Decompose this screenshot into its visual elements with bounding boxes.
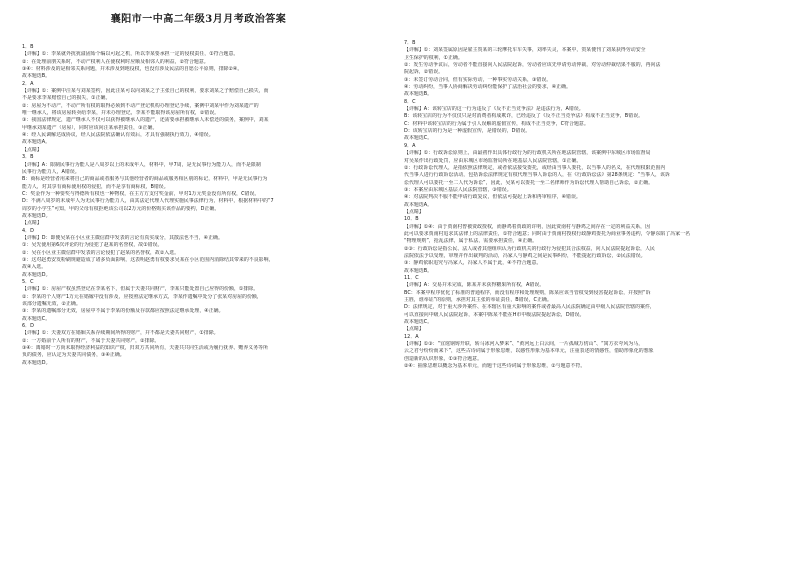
right-line: 【详解】A：交易并未完成，陈某并未获得糖果所有权，A错误。 — [404, 282, 545, 289]
left-line: 【详解】A：限制民事行为能人是八周岁以上的未成年人，材料中，甲7周，是无民事行为能力人，而不是限制 — [22, 161, 261, 168]
left-line: ③④：离婚时一方尚未取得经济利益的知识产权，归双方共同所有，夫妻共共同生活或为履行抚养、赡养义务等所 — [22, 345, 269, 352]
right-line: 【详解】①④：由于贾南村曾被贾政授权，而静鸡着贾政的许明，因此贾南村与静鸡之间存在一定的利益关系，因 — [404, 223, 651, 230]
right-line: BC：本案中程序优化了标准的普通程序，而没有程序和处理规则，陈某应该当管权受到侵害提起诉讼，并按照“诉 — [404, 289, 651, 296]
right-line: “物理规则”，抢乱法律，属于私法，需要承担责任，④正确。 — [404, 238, 538, 245]
right-column — [404, 40, 760, 560]
right-line: 云之君兮纷纷而来下”，这些古诗词属于形象思维，以感性形象为基本单元，注重表述的情感性，借助形象化的想象 — [404, 348, 654, 355]
right-line: 故本题选C。 — [404, 135, 433, 142]
right-line: ②④：抽象思维以概念为基本单元，而题干这些诗词属于形象思维，②与题意不符。 — [404, 363, 586, 370]
right-line: 故本题选C。 — [404, 319, 433, 326]
right-line: C：材料中该转宝店的行为属于引人误解的虚假宣传，构成不正当竞争，C符合题意。 — [404, 120, 589, 127]
left-line: D：不满八周岁的未成年人为无民事行为能力人，由其法定代理人代理实施民事法律行为，材料中，根据材料中的“7 — [22, 198, 274, 205]
right-line: 10．B — [404, 216, 419, 223]
right-line: 创造新的认识形象，①③符合题意。 — [404, 355, 483, 362]
right-line: 【详解】①③：“宜庭钢铸开联，转马冰河入梦来”、“黄河远上白云间，一片孤城万仞山”、“寓方衣夸风为马， — [404, 341, 644, 348]
left-line: ①：吴先使用第6次评论的行为侵犯了赵某的名誉权，故①错误。 — [22, 242, 163, 249]
left-line: 故本题选B。 — [22, 73, 51, 80]
right-line: 故本题选B。 — [404, 91, 433, 98]
right-line: 9．A — [404, 142, 416, 149]
left-line: 4．D — [22, 227, 34, 234]
left-line: 故本题选D。 — [22, 271, 51, 278]
left-line: 该部分遗嘱无效，②正确。 — [22, 301, 81, 308]
left-line: 民事行为能力人，A错误。 — [22, 168, 80, 175]
right-line: 11．C — [404, 275, 419, 281]
right-line: ③：静鸡依职追究与冯家人，冯家人不属于此，④不符合题意。 — [404, 260, 542, 267]
right-line: 【点睛】 — [404, 208, 424, 215]
right-line: ③：本案应由东城区基层人民法院管辖，③错误。 — [404, 186, 512, 193]
left-line: 故本题选D。 — [22, 212, 51, 219]
left-line: 6．D — [22, 323, 34, 330]
left-line: 【点睛】 — [22, 220, 42, 227]
right-line: D：该转宝店的行为是一种虚假宣传，是错误的，D错误。 — [404, 128, 531, 135]
left-line: C：奖金作为一种要奖与得德所有权也一种物权，在主方方支付奖金前，甲对1万元奖金没有所有权，C错误。 — [22, 190, 260, 197]
left-line: ②：吴在小区业主微信群中发表的言论侵犯了赵某的名誉权，故②入选。 — [22, 249, 180, 256]
right-line: 院起诉，②错误。 — [404, 69, 444, 76]
page-title: 襄阳市一中高二年级3月月考政治答案 — [110, 14, 287, 25]
left-line: 不是要求李某赔偿自己的损失，①正确。 — [22, 95, 111, 102]
left-line: 甲继承刘某遗产（房屋），同时应该向汪某承担责任，③正确。 — [22, 124, 158, 131]
left-column — [22, 44, 378, 564]
left-line: ②：一方婚前个人所有的财产，不属于夫妻共同财产，②排除。 — [22, 337, 160, 344]
left-line: 【详解】①：夫妻双方在婚姻关系存续期间所得的财产，并不都是夫妻共同财产，①排除。 — [22, 330, 219, 337]
left-line: ③：这对赵勇安发粉刷规避造成了诸多负面影响，这表明赵勇有权要求吴某在小区范围内消除结其带来的不良影响， — [22, 256, 274, 263]
left-line: ③：我国法律规定，遗产继承人不仅可以获得被继承人的遗产，还需要承担被继承人未偿还的债务，案例中，刘某 — [22, 117, 269, 124]
right-line: 【详解】①：刘某签属原因是雇主贺某的三轮摩托车车失事，刘率失灵，本案中，贺某便刊了刘某获得劳动安全 — [404, 47, 646, 54]
left-line: 负的债务，应认定为夫妻共同债务，③④正确。 — [22, 352, 125, 359]
right-line: 故本题选A。 — [404, 201, 433, 208]
right-line: 代当事人进行行政诉讼活动，包括诉讼法律规定有权代理当事人诉讼的人，在《行政诉讼法》第28条规定：“当事人，该诉 — [404, 172, 670, 179]
right-line: 【详解】①：行政诉讼原则上，由最初作出具体行政行为的行政机关所在地法院管辖，该案例中东城区市场监督局 — [404, 150, 651, 157]
left-line: 【详解】①：案例中汪某与刘某签约，因此汪某可以向刘某之子主张自己的权利，要求刘某之子赔偿自己损失，而 — [22, 88, 269, 95]
right-line: 8．C — [404, 98, 416, 105]
right-line: 卫生保护的权利，①正确。 — [404, 54, 463, 61]
left-line: 周岁的小学生”可知，甲的父母有权拒绝该公司以2万元的价格购买该作品的要约，D正确。 — [22, 205, 220, 212]
left-line: ③④：材料涉及的是相邻关系问题，并未涉及到地役权，也没有涉及民法的自愿公平原则，排除②④。 — [22, 66, 243, 73]
left-line: 【详解】D：即便吴某在小区业主微信群中发表的言论有真实成分，其散法也不当，④正确。 — [22, 234, 223, 241]
right-line: 主胜，谁举证”的原则，承担对其主张的举证责任，B错误，C正确。 — [404, 297, 552, 304]
right-line: 对吴某作出行政处罚，应由东城区市场监督局所在地基层人民法院管辖，①正确。 — [404, 157, 582, 164]
left-line: 唯一继承人，将该房屋转卖给李某，并未办理登记，李某不能取得该房屋所有权，②错误。 — [22, 110, 220, 117]
left-line: ②：房屋为不动产，不动产所有权的取得必须到不动产登记机构办理登记手续，案例中刘某甲作为刘某遗产的 — [22, 102, 259, 109]
right-line: B：该转宝店的行为不仅仅只是对消费者构成欺诈，已经违反了《反不正当竞争法》构成不正当竞争，B错误。 — [404, 113, 644, 120]
left-line: ③：李某的遗嘱部分无效，房屋中不属于李某的份额及存款都应按照法定继承处理，④正确。 — [22, 308, 224, 315]
right-line: 7．B — [404, 40, 416, 46]
left-line: ④：经人民调解达成协议，经人民法院依法确认有效后，才具有强制执行效力，④错误。 — [22, 132, 214, 139]
right-line: 此可以要求贾南村追求其法律上的法律责任，①符合题意；同时由于贾南村授权行政静鸡委托为商业事务违约，令静东陷了冯家一名 — [404, 230, 691, 237]
left-line: 2．A — [22, 80, 34, 87]
left-line: 能力人，对其享有商标使用权的侵犯，而不是享有商标权，B错误。 — [22, 183, 169, 190]
left-line: 1．B — [22, 44, 34, 50]
right-line: 12．A — [404, 333, 419, 340]
right-line: ②③：行政诉讼是指公民、法人或者其他组织认为行政机关的行政行为侵犯其合法权益，向人民法院提起诉讼，人民 — [404, 245, 655, 252]
left-line: 故本题选D。 — [22, 359, 51, 366]
right-line: ②：发生劳动争议后，劳动者不能直接向人民法院起诉，劳动者应该先申请劳动仲裁，对劳动仲裁结果不服的，再向法 — [404, 62, 661, 69]
left-line: ②：在处理前朋关系时，不动产权利人在使权利时应顺及相邻人的利益，②符合题意。 — [22, 58, 209, 65]
right-line: 【详解】A：该转宝店的这一行为违反了《反不正当竞争法》是违法行为，A错误。 — [404, 106, 584, 113]
right-line: ④：劳动纠纷，当事人协商解决劳动纠纷能保护了法治社会的要求，④正确。 — [404, 84, 571, 91]
left-line: 3．B — [22, 154, 34, 161]
left-line: 【点睛】 — [22, 146, 42, 153]
right-line: 故本题选B。 — [404, 267, 433, 274]
right-line: ②：行政诉讼代理人，是指依照法律规定，或者依法接受委托，或经由当事人委托，以当事人的名义，在代理权限范围内 — [404, 164, 666, 171]
left-line: ②：李某的个人财产1万元在婚嫁中没有涉及，应按照法定继承方式，李某作遗嘱中处分了张某对房屋的份额， — [22, 293, 262, 300]
right-line: ③：未签订劳动合同，但有实际劳动，一种事实劳动关系，③错误。 — [404, 76, 552, 83]
right-line: 【点睛】 — [404, 326, 424, 333]
left-line: B：商标是经营者用来将自己的商品或者服务与其他经营者的商品或服务相区别的标记，材料中，甲是无民事行为 — [22, 176, 268, 183]
right-line: ④：对法院判决不服不能申请行政复议，但依法可提起上诉和再审程序，④错误。 — [404, 194, 581, 201]
left-line: 故本题选A。 — [22, 139, 51, 146]
left-line: 故④入选。 — [22, 264, 47, 271]
right-line: 讼代理人可以委托一至二人代为诉讼”，因此，吴某可以委托一至二名律师作为诉讼代理人帮助自己诉讼，②正确。 — [404, 179, 654, 186]
left-line: 故本题选C。 — [22, 315, 51, 322]
right-line: 可以直接向中级人民法院起诉，本案中陈某不能在H市中级法院提起诉讼，D错误。 — [404, 311, 585, 318]
right-line: D：法律规定，对于重大涉外案件、在本辖区有重大影响的案件或者最高人民法院确定由中级人民法院管辖的案件， — [404, 304, 655, 311]
left-line: 【详解】①：房屋产权虽然登记在李某名下，但属于夫妻共同财产，李某只能处置自己应得的份额，①排除。 — [22, 286, 259, 293]
left-line: 5．C — [22, 279, 34, 285]
left-line: 【详解】①：李某就外扰犹溢固始个编以可起之机，所以李某要承担一定的侵权责任，①符合题意。 — [22, 51, 239, 58]
right-line: 法院依法予以受理，审理并作出裁判的活动，冯家人与静鸡之间是民事纠纷，不能提起行政诉讼，②民法错误。 — [404, 252, 646, 259]
